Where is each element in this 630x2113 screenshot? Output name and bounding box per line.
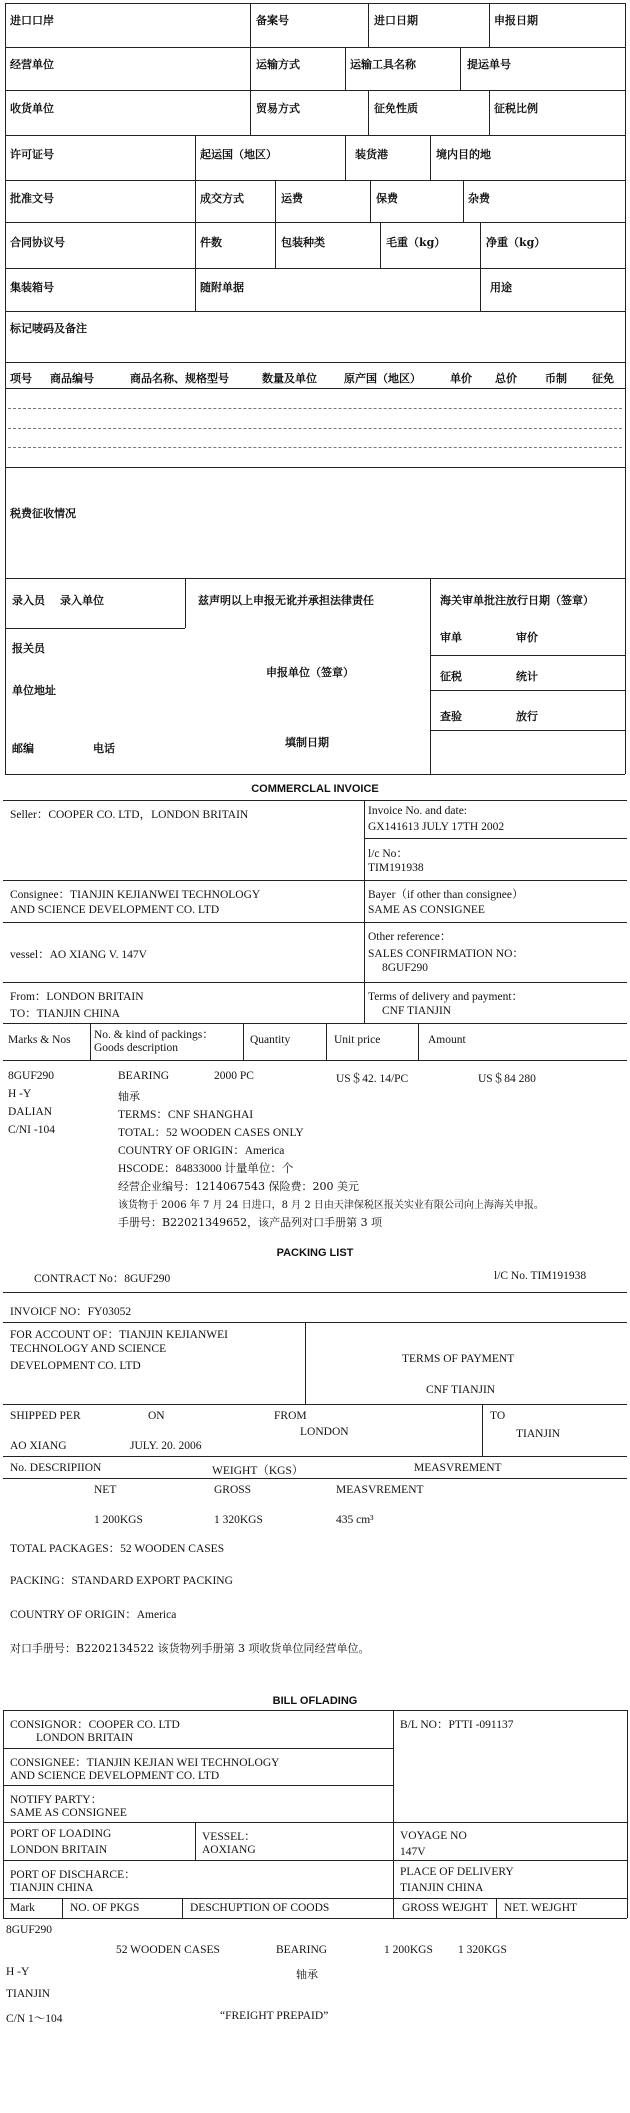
invoice-goods: BEARING (118, 1070, 170, 1082)
invoice-no: GX141613 JULY 17TH 2002 (368, 821, 505, 833)
field-phone: 电话 (93, 742, 115, 755)
packing-hdr-meas: MEASVREMENT (414, 1462, 502, 1474)
invoice-from: From：LONDON BRITAIN (10, 991, 144, 1003)
invoice-hdr-kind: No. & kind of packings： (94, 1029, 214, 1041)
bill-notify-2: SAME AS CONSIGNEE (10, 1807, 127, 1819)
col-currency: 币制 (545, 372, 567, 385)
bill-consignor: CONSIGNOR：COOPER CO. LTD (10, 1719, 180, 1731)
packing-shipped-per: SHIPPED PER (10, 1410, 81, 1422)
col-qty-unit: 数量及单位 (262, 372, 317, 385)
invoice-terms-label: Terms of delivery and payment： (368, 991, 524, 1003)
field-statistics: 统计 (516, 670, 538, 683)
bill-delivery: TIANJIN CHINA (400, 1882, 484, 1894)
field-license-no: 许可证号 (10, 148, 54, 161)
invoice-mark: H -Y (8, 1088, 32, 1100)
col-commodity-code: 商品编号 (50, 372, 94, 385)
bill-mark: 8GUF290 (6, 1924, 53, 1936)
field-gross-weight: 毛重（kg） (386, 236, 446, 249)
packing-lc: l/C No. TIM191938 (494, 1270, 587, 1282)
packing-to: TO (490, 1410, 506, 1422)
packing-net-label: NET (94, 1484, 117, 1496)
bill-goods: BEARING (276, 1944, 328, 1956)
invoice-lc: TIM191938 (368, 862, 424, 874)
field-tax-status: 税费征收情况 (10, 507, 76, 520)
bill-voyage-label: VOYAGE NO (400, 1830, 467, 1842)
packing-from: FROM (274, 1410, 307, 1422)
bill-notify: NOTIFY PARTY： (10, 1794, 103, 1806)
packing-total: TOTAL PACKAGES：52 WOODEN CASES (10, 1543, 225, 1555)
packing-hdr-desc: No. DESCRIPIION (10, 1462, 102, 1474)
field-record-no: 备案号 (256, 14, 289, 27)
field-receiver: 收货单位 (10, 102, 54, 115)
packing-date: JULY. 20. 2006 (130, 1440, 202, 1452)
packing-meas-label: MEASVREMENT (336, 1484, 424, 1496)
col-exemption: 征免 (592, 372, 614, 385)
packing-terms-label: TERMS OF PAYMENT (402, 1353, 515, 1365)
bill-goods-cn: 轴承 (296, 1968, 318, 1981)
packing-gross-value: 1 320KGS (214, 1514, 263, 1526)
invoice-mark: DALIAN (8, 1106, 53, 1118)
bill-hdr-pkgs: NO. OF PKGS (70, 1902, 140, 1914)
bill-bl-no: B/L NO：PTTI -091137 (400, 1719, 514, 1731)
field-approval-no: 批准文号 (10, 192, 54, 205)
field-origin-country: 起运国（地区） (200, 148, 277, 161)
invoice-other-ref-label: Other reference： (368, 931, 452, 943)
field-vehicle-name: 运输工具名称 (350, 58, 416, 71)
field-operator: 经营单位 (10, 58, 54, 71)
bill-consignee: CONSIGNEE：TIANJIN KEJIAN WEI TECHNOLOGY (10, 1757, 280, 1769)
invoice-buyer-label: Bayer（if other than consignee） (368, 889, 524, 901)
invoice-qty: 2000 PC (214, 1070, 254, 1082)
invoice-hdr-goods: Goods description (94, 1042, 179, 1054)
packing-account: FOR ACCOUNT OF：TIANJIN KEJIANWEI (10, 1329, 228, 1341)
invoice-mark: 8GUF290 (8, 1070, 55, 1082)
bill-voyage: 147V (400, 1846, 426, 1858)
packing-title: PACKING LIST (276, 1247, 354, 1259)
field-broker: 报关员 (12, 642, 45, 655)
bill-pkgs: 52 WOODEN CASES (116, 1944, 220, 1956)
field-unit-address: 单位地址 (12, 684, 56, 697)
bill-pol: LONDON BRITAIN (10, 1844, 108, 1856)
field-tax-ratio: 征税比例 (494, 102, 538, 115)
field-tax-collect: 征税 (440, 670, 462, 683)
packing-terms: CNF TIANJIN (426, 1384, 496, 1396)
packing-packing: PACKING：STANDARD EXPORT PACKING (10, 1575, 233, 1587)
invoice-terms: CNF TIANJIN (382, 1005, 452, 1017)
invoice-vessel: vessel：AO XIANG V. 147V (10, 949, 147, 961)
invoice-hdr-qty: Quantity (250, 1034, 291, 1046)
field-transport-mode: 运输方式 (256, 58, 300, 71)
field-marks-remarks: 标记唛码及备注 (10, 322, 87, 335)
bill-mark: H -Y (6, 1966, 30, 1978)
col-unit-price: 单价 (450, 372, 472, 385)
field-customs-review: 海关审单批注放行日期（签章） (440, 594, 594, 607)
invoice-line: 手册号：B22021349652，该产品列对口手册第 3 项 (118, 1216, 383, 1229)
bill-freight: “FREIGHT PREPAID” (220, 2010, 329, 2022)
packing-net-value: 1 200KGS (94, 1514, 143, 1526)
packing-from-value: LONDON (300, 1426, 349, 1438)
bill-consignor-2: LONDON BRITAIN (36, 1732, 134, 1744)
invoice-to: TO：TIANJIN CHINA (10, 1008, 120, 1020)
packing-account-3: DEVELOPMENT CO. LTD (10, 1360, 141, 1372)
field-declaring-unit: 申报单位（签章） (266, 666, 354, 679)
field-review-price: 审价 (516, 631, 538, 644)
col-origin: 原产国（地区） (344, 372, 421, 385)
invoice-unit-price: US＄42. 14/PC (336, 1073, 409, 1085)
field-entry-unit: 录入单位 (60, 594, 104, 607)
bill-pod-label: PORT OF DISCHARCE： (10, 1869, 136, 1881)
field-import-port: 进口口岸 (10, 14, 54, 27)
bill-hdr-gross: GROSS WEJGHT (402, 1902, 488, 1914)
field-net-weight: 净重（kg） (486, 236, 546, 249)
invoice-line: 该货物于 2006 年 7 月 24 日进口，8 月 2 日由天津保税区报关实业有限公司向上海海关申报。 (118, 1200, 544, 1211)
packing-manual: 对口手册号：B2202134522 该货物列手册第 3 项收货单位同经营单位。 (10, 1642, 370, 1655)
bill-vessel-label: VESSEL： (202, 1831, 256, 1843)
packing-hdr-weight: WEIGHT（KGS） (212, 1465, 304, 1477)
bill-pol-label: PORT OF LOADING (10, 1828, 112, 1840)
bill-pod: TIANJIN CHINA (10, 1882, 94, 1894)
invoice-consignee: Consignee：TIANJIN KEJIANWEI TECHNOLOGY (10, 889, 261, 901)
field-release: 放行 (516, 710, 538, 723)
packing-gross-label: GROSS (214, 1484, 252, 1496)
field-misc-fee: 杂费 (468, 192, 490, 205)
bill-title: BILL OFLADING (272, 1695, 358, 1707)
invoice-line: HSCODE：84833000 计量单位：个 (118, 1163, 294, 1175)
bill-gross: 1 200KGS (384, 1944, 433, 1956)
invoice-amount: US＄84 280 (478, 1073, 536, 1085)
field-exemption: 征免性质 (374, 102, 418, 115)
bill-hdr-desc: DESCHUPTION OF COODS (190, 1902, 330, 1914)
field-insurance: 保费 (376, 192, 398, 205)
col-total-price: 总价 (495, 372, 517, 385)
bill-vessel: AOXIANG (202, 1844, 256, 1856)
field-bl-no: 提运单号 (467, 58, 511, 71)
invoice-seller: Seller：COOPER CO. LTD，LONDON BRITAIN (10, 809, 249, 821)
field-declare-date: 申报日期 (494, 14, 538, 27)
bill-consignee-2: AND SCIENCE DEVELOPMENT CO. LTD (10, 1770, 220, 1782)
invoice-consignee-2: AND SCIENCE DEVELOPMENT CO. LTD (10, 904, 220, 916)
field-import-date: 进口日期 (374, 14, 418, 27)
field-usage: 用途 (490, 281, 512, 294)
field-declaration: 兹声明以上申报无讹并承担法律责任 (198, 594, 374, 607)
invoice-mark: C/NI -104 (8, 1124, 55, 1136)
field-container-no: 集装箱号 (10, 281, 54, 294)
bill-mark: TIANJIN (6, 1988, 51, 2000)
invoice-hdr-price: Unit price (334, 1034, 381, 1046)
packing-vessel: AO XIANG (10, 1440, 67, 1452)
field-contract-no: 合同协议号 (10, 236, 65, 249)
field-deal-mode: 成交方式 (200, 192, 244, 205)
bill-net: 1 320KGS (458, 1944, 507, 1956)
bill-mark: C/N 1～104 (6, 2013, 63, 2025)
packing-contract: CONTRACT No：8GUF290 (34, 1273, 171, 1285)
invoice-hdr-amount: Amount (428, 1034, 466, 1046)
invoice-line: 经营企业编号：1214067543 保险费：200 美元 (118, 1180, 359, 1193)
field-attached-docs: 随附单据 (200, 281, 244, 294)
invoice-hdr-marks: Marks & Nos (8, 1034, 71, 1046)
field-loading-port: 装货港 (355, 148, 388, 161)
invoice-title: COMMERCLAL INVOICE (251, 783, 379, 795)
invoice-other-ref-2: 8GUF290 (382, 962, 429, 974)
field-fill-date: 填制日期 (285, 736, 329, 749)
field-freight: 运费 (281, 192, 303, 205)
field-destination: 境内目的地 (436, 148, 491, 161)
packing-meas-value: 435 cm³ (336, 1514, 374, 1526)
field-entry-clerk: 录入员 (12, 594, 45, 607)
invoice-line: TOTAL：52 WOODEN CASES ONLY (118, 1127, 304, 1139)
packing-to-value: TIANJIN (516, 1428, 561, 1440)
bill-hdr-net: NET. WEJGHT (504, 1902, 578, 1914)
bill-delivery-label: PLACE OF DELIVERY (400, 1866, 514, 1878)
field-inspection: 查验 (440, 710, 462, 723)
invoice-lc-label: l/c No： (368, 848, 408, 860)
packing-on: ON (148, 1410, 165, 1422)
field-package-type: 包装种类 (281, 236, 325, 249)
field-review-doc: 审单 (440, 631, 462, 644)
packing-invoice-no: INVOICF NO：FY03052 (10, 1306, 132, 1318)
bill-hdr-mark: Mark (10, 1902, 35, 1914)
invoice-no-label: Invoice No. and date: (368, 805, 467, 817)
invoice-buyer: SAME AS CONSIGNEE (368, 904, 485, 916)
col-commodity-name: 商品名称、规格型号 (130, 372, 229, 385)
field-trade-mode: 贸易方式 (256, 102, 300, 115)
invoice-line: TERMS：CNF SHANGHAI (118, 1109, 254, 1121)
col-item-no: 项号 (10, 372, 32, 385)
packing-account-2: TECHNOLOGY AND SCIENCE (10, 1343, 167, 1355)
field-postcode: 邮编 (12, 742, 34, 755)
invoice-other-ref: SALES CONFIRMATION NO： (368, 948, 524, 960)
invoice-goods-cn: 轴承 (118, 1090, 140, 1103)
invoice-line: COUNTRY OF ORIGIN：America (118, 1145, 285, 1157)
packing-origin: COUNTRY OF ORIGIN：America (10, 1609, 177, 1621)
field-pieces: 件数 (200, 236, 222, 249)
